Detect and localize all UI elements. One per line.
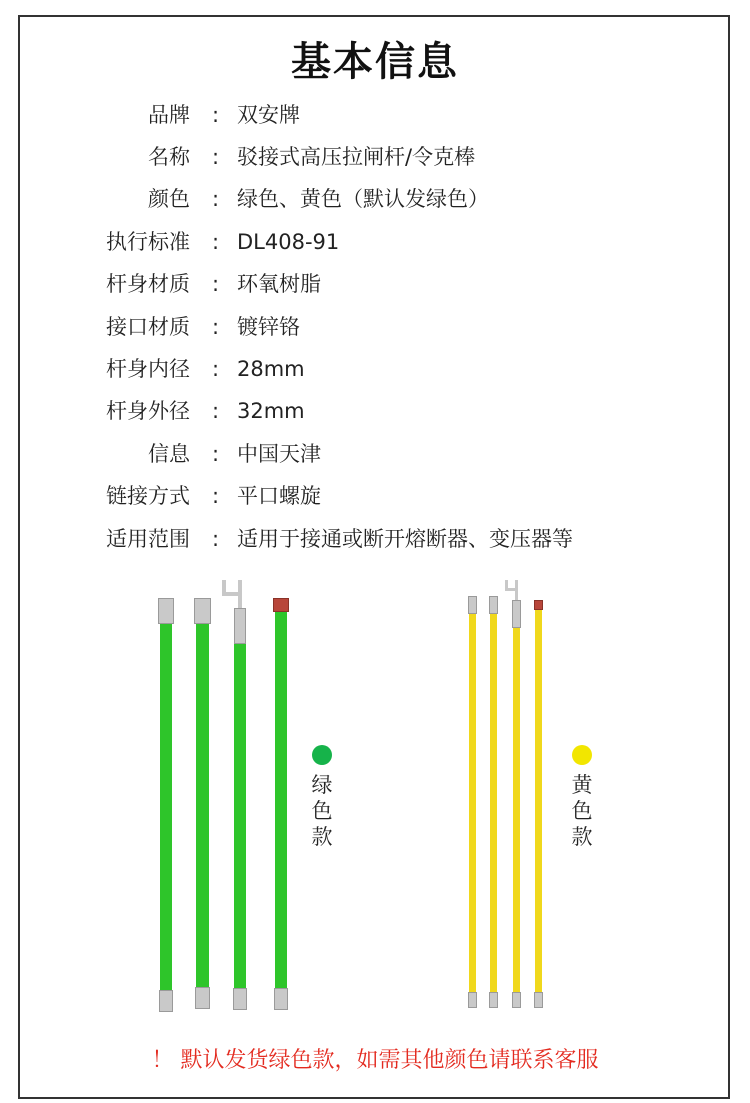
green-pole-image [160,598,172,1012]
variant-char: 色 [571,799,593,823]
green-variant-label [310,772,334,850]
pole-shaft [275,612,287,988]
spec-colon: : [212,357,220,381]
pole-cap [468,596,477,614]
spec-label: 执行标准 [106,230,190,254]
shipping-notice: ！ 默认发货绿色款，如需其他颜色请联系客服 [151,1048,599,1073]
spec-row-connection [0,475,750,517]
variant-char: 色 [311,799,333,823]
spec-colon: : [212,272,220,296]
green-pole-image [196,598,209,1009]
spec-colon: : [212,399,220,423]
spec-label: 杆身内径 [106,357,190,381]
spec-value: 28mm [237,357,305,381]
pole-cap [489,596,498,614]
yellow-pole-image [490,596,497,1008]
yellow-pole-image [469,596,476,1008]
yellow-pole-image [513,580,520,1008]
pole-head [512,600,521,628]
spec-row-joint-material [0,306,750,348]
pole-ferrule [468,992,477,1008]
product-images [0,580,750,1020]
variant-char: 款 [571,825,593,849]
pole-ferrule [195,987,210,1009]
variant-char: 绿 [311,773,333,797]
pole-cap [534,600,543,610]
spec-label: 适用范围 [106,527,190,551]
spec-value: 绿色、黄色（默认发绿色） [237,187,489,211]
green-pole-image [234,580,246,1010]
spec-value: 环氧树脂 [237,272,321,296]
spec-label: 杆身材质 [106,272,190,296]
pole-shaft [196,624,209,987]
variant-char: 款 [311,825,333,849]
spec-value: 双安牌 [237,103,300,127]
pole-cap [273,598,289,612]
page-title: 基本信息 [291,39,459,85]
spec-label: 杆身外径 [106,399,190,423]
yellow-variant-label [570,772,594,850]
yellow-pole-image [535,600,542,1008]
variant-char: 黄 [571,773,593,797]
spec-row-standard [0,221,750,263]
pole-shaft [535,610,542,992]
spec-label: 品牌 [148,103,190,127]
spec-colon: : [212,230,220,254]
spec-colon: : [212,315,220,339]
spec-row-inner-diameter [0,348,750,390]
spec-value: 平口螺旋 [237,484,321,508]
pole-ferrule [534,992,543,1008]
pole-ferrule [512,992,521,1008]
spec-row-color [0,178,750,220]
spec-value: 镀锌铬 [237,315,300,339]
spec-row-name [0,136,750,178]
spec-colon: : [212,442,220,466]
pole-ferrule [159,990,173,1012]
pole-shaft [160,624,172,990]
yellow-color-dot [572,745,592,765]
spec-value: 32mm [237,399,305,423]
spec-value: 驳接式高压拉闸杆/令克棒 [237,145,476,169]
spec-value: 中国天津 [237,442,321,466]
pole-shaft [490,614,497,992]
spec-row-info [0,433,750,475]
spec-label: 接口材质 [106,315,190,339]
pole-hook [238,580,242,610]
spec-colon: : [212,145,220,169]
green-color-dot [312,745,332,765]
spec-colon: : [212,484,220,508]
pole-shaft [513,628,520,992]
spec-value: DL408-91 [237,230,340,254]
spec-label: 信息 [148,442,190,466]
spec-label: 颜色 [148,187,190,211]
spec-row-brand [0,94,750,136]
spec-label: 链接方式 [106,484,190,508]
spec-value: 适用于接通或断开熔断器、变压器等 [237,527,573,551]
spec-label: 名称 [148,145,190,169]
spec-colon: : [212,103,220,127]
pole-shaft [469,614,476,992]
pole-ferrule [489,992,498,1008]
pole-cap [194,598,211,624]
spec-colon: : [212,187,220,211]
pole-cap [158,598,174,624]
pole-ferrule [233,988,247,1010]
spec-row-body-material [0,263,750,305]
green-pole-image [275,598,287,1010]
spec-colon: : [212,527,220,551]
pole-shaft [234,644,246,988]
spec-row-application [0,518,750,560]
pole-hook [515,580,518,602]
pole-ferrule [274,988,288,1010]
spec-row-outer-diameter [0,390,750,432]
pole-head [234,608,246,644]
